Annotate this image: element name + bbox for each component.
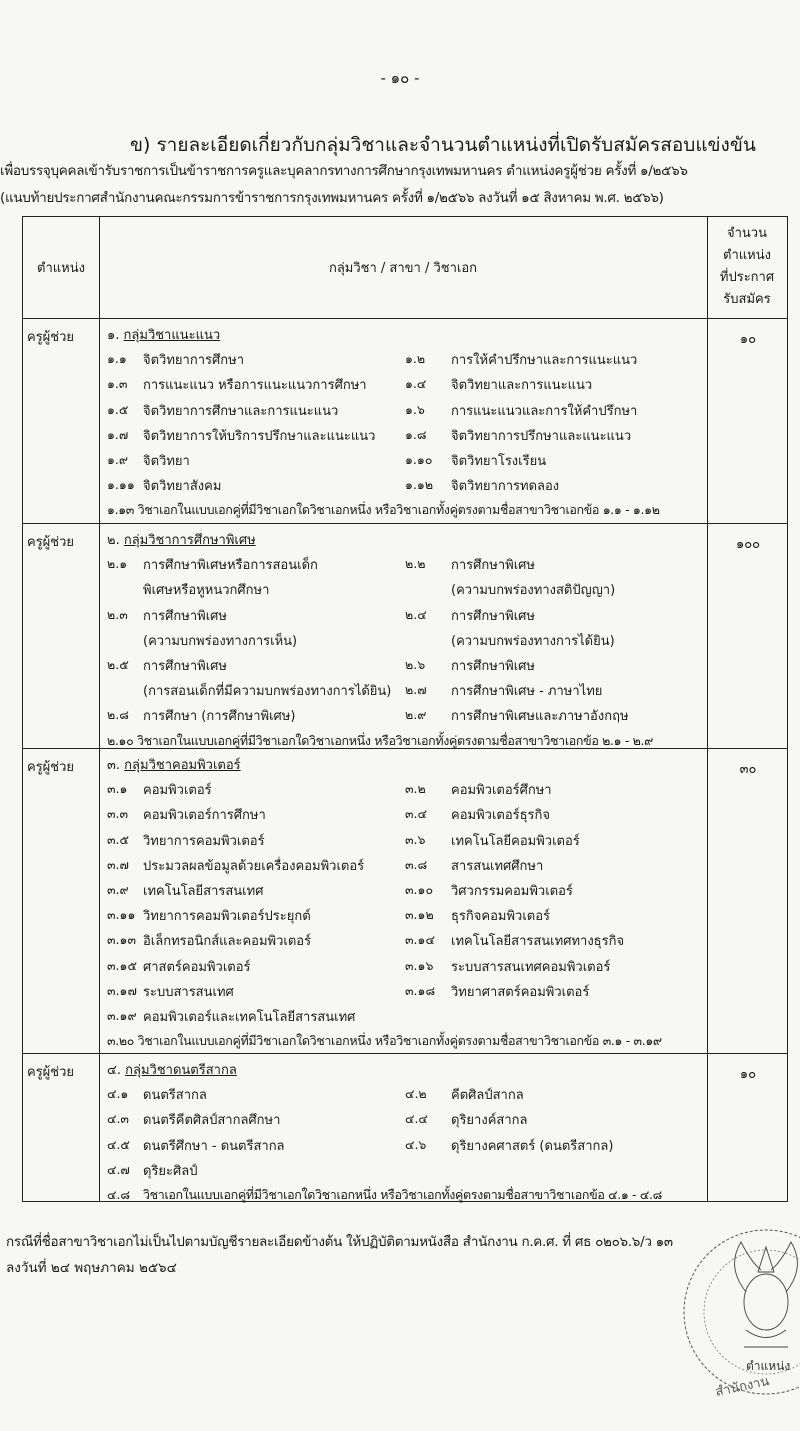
major-name: การศึกษาพิเศษ: [451, 608, 535, 624]
item-number: ๓.๘: [405, 856, 428, 872]
major-name: (การสอนเด็กที่มีความบกพร่องทางการได้ยิน): [143, 684, 392, 700]
major-name: วิศวกรรมคอมพิวเตอร์: [451, 884, 573, 899]
item-number: ๑.๕: [107, 401, 129, 417]
item-number: ๓.๔: [405, 806, 427, 822]
group-heading: [107, 324, 220, 345]
item-number: ๓.๕: [107, 831, 129, 847]
major-name: ธุรกิจคอมพิวเตอร์: [451, 909, 551, 925]
garuda-seal-stamp-icon: [676, 1202, 800, 1402]
major-name: การศึกษาพิเศษ: [143, 659, 227, 674]
position-cell: ครูผู้ช่วย: [27, 760, 75, 775]
group-name: กลุ่มวิชาคอมพิวเตอร์: [124, 758, 241, 773]
item-number: ๓.๑๘: [405, 982, 436, 998]
position-cell: ครูผู้ช่วย: [27, 535, 75, 550]
major-name: จิตวิทยาการทดลอง: [451, 479, 560, 495]
major-name: ระบบสารสนเทศ: [143, 984, 234, 1000]
major-name: การศึกษาพิเศษ - ภาษาไทย: [451, 684, 603, 700]
major-name: ประมวลผลข้อมูลด้วยเครื่องคอมพิวเตอร์: [143, 858, 365, 874]
major-name: เทคโนโลยีสารสนเทศทางธุรกิจ: [451, 934, 625, 950]
major-name: การศึกษาพิเศษ: [143, 608, 227, 624]
document-subtitle-2: (แนบท้ายประกาศสำนักงานคณะกรรมการข้าราชการกรุงเทพมหานคร ครั้งที่ ๑/๒๕๖๖ ลงวันที่ ๑๕ สิงหาคม พ.ศ. ๒๕๖๖): [0, 190, 664, 206]
major-name: เทคโนโลยีสารสนเทศ: [143, 884, 264, 899]
item-number: ๑.๑๐: [405, 452, 433, 467]
major-name: (ความบกพร่องทางการได้ยิน): [451, 633, 615, 649]
group-heading: [107, 1059, 237, 1080]
major-name: การศึกษาพิเศษ: [451, 558, 535, 574]
major-name: สารสนเทศศึกษา: [451, 858, 544, 874]
major-name: คอมพิวเตอร์การศึกษา: [143, 808, 266, 824]
item-number: ๓.๑๕: [107, 957, 137, 973]
item-number: ๑.๗: [107, 426, 129, 442]
group-heading: [107, 754, 241, 775]
item-number: ๒.๓: [107, 606, 128, 622]
item-number: ๓.๑๐: [405, 882, 434, 897]
document-title: ข) รายละเอียดเกี่ยวกับกลุ่มวิชาและจำนวนตำแหน่งที่เปิดรับสมัครสอบแข่งขัน: [130, 134, 756, 156]
item-number: ๓.๑๖: [405, 957, 434, 973]
major-name: อิเล็กทรอนิกส์และคอมพิวเตอร์: [143, 934, 312, 950]
major-name: การศึกษา (การศึกษาพิเศษ): [143, 709, 296, 725]
major-name: คอมพิวเตอร์ศึกษา: [451, 783, 552, 799]
major-name: การศึกษาพิเศษและภาษาอังกฤษ: [451, 709, 629, 725]
row-divider: [23, 1053, 787, 1054]
major-name: ดนตรีคีตศิลป์สากลศึกษา: [143, 1113, 281, 1129]
major-name: จิตวิทยาการให้บริการปรึกษาและแนะแนว: [143, 428, 376, 444]
item-number: ๒.๘: [107, 707, 129, 723]
item-number: ๑.๓: [107, 376, 128, 392]
item-number: ๔.๔: [405, 1111, 428, 1127]
item-number: ๒.๗: [405, 682, 427, 698]
item-number: ๓.๖: [405, 831, 426, 847]
header-count: จำนวน ตำแหน่ง ที่ประกาศ รับสมัคร: [719, 226, 775, 307]
item-number: ๓.๑๔: [405, 932, 435, 948]
major-name: การศึกษาพิเศษหรือการสอนเด็ก: [143, 558, 318, 574]
row-divider: [23, 523, 787, 524]
svg-text:สำนักงาน: สำนักงาน: [714, 1374, 771, 1401]
major-name: การให้คำปรึกษาและการแนะแนว: [451, 353, 638, 369]
footer-note-line-1: กรณีที่ชื่อสาขาวิชาเอกไม่เป็นไปตามบัญชีรายละเอียดข้างต้น ให้ปฏิบัติตามหนังสือ สำนักงาน ก.ค.ศ. ที่ ศธ ๐๒๐๖.๖/ว ๑๓: [6, 1234, 673, 1250]
item-number: ๓.๑๙: [107, 1008, 137, 1023]
header-position: ตำแหน่ง: [37, 261, 85, 276]
major-name: ดุริยางคศาสตร์ (ดนตรีสากล): [451, 1138, 614, 1154]
subject-group-table: [22, 216, 788, 1202]
major-name: จิตวิทยาการศึกษาและการแนะแนว: [143, 403, 339, 419]
major-name: ศาสตร์คอมพิวเตอร์: [143, 959, 251, 975]
item-number: ๓.๑๑: [107, 907, 136, 923]
item-number: ๑.๑: [107, 351, 127, 367]
group-name: กลุ่มวิชาแนะแนว: [123, 328, 221, 343]
item-number: ๑.๑๒: [405, 477, 434, 493]
major-name: วิทยาการคอมพิวเตอร์: [143, 833, 265, 849]
major-name: คอมพิวเตอร์และเทคโนโลยีสารสนเทศ: [143, 1010, 356, 1025]
item-number: ๓.๓: [107, 806, 129, 822]
major-name: จิตวิทยา: [143, 454, 190, 469]
group-number: ๓.: [107, 758, 121, 773]
item-number: ๓.๑๗: [107, 982, 137, 998]
item-number: ๑.๔: [405, 376, 427, 392]
major-name: การแนะแนวและการให้คำปรึกษา: [451, 403, 638, 419]
major-name: จิตวิทยาสังคม: [143, 479, 222, 495]
item-number: ๔.๗: [107, 1161, 130, 1177]
item-number: ๓.๑๒: [405, 907, 434, 923]
page-number: - ๑๐ -: [380, 69, 420, 87]
group-name: กลุ่มวิชาดนตรีสากล: [125, 1063, 237, 1078]
major-name: คอมพิวเตอร์ธุรกิจ: [451, 808, 551, 824]
major-name: (ความบกพร่องทางการเห็น): [143, 633, 298, 649]
position-cell: ครูผู้ช่วย: [27, 1065, 75, 1080]
major-name: จิตวิทยาและการแนะแนว: [451, 378, 593, 394]
item-number: ๓.๑๓: [107, 932, 136, 948]
footer-note-line-2: ลงวันที่ ๒๔ พฤษภาคม ๒๕๖๔: [6, 1260, 177, 1276]
item-number: ๑.๖: [405, 401, 425, 417]
item-number: ๔.๕: [107, 1136, 130, 1152]
document-subtitle-1: เพื่อบรรจุบุคคลเข้ารับราชการเป็นข้าราชการครูและบุคลากรทางการศึกษากรุงเทพมหานคร ตำแหน่งครูผู้ช่วย ครั้งที่ ๑/๒๕๖๖: [0, 163, 688, 179]
major-name: ระบบสารสนเทศคอมพิวเตอร์: [451, 959, 611, 975]
item-number: ๑.๒: [405, 351, 426, 367]
header-divider: [23, 318, 787, 319]
major-name: (ความบกพร่องทางสติปัญญา): [451, 583, 616, 599]
svg-text:ตำแหน่ง: ตำแหน่ง: [746, 1359, 791, 1373]
group-number: ๑.: [107, 328, 120, 343]
item-number: ๔.๑: [107, 1086, 129, 1102]
major-name: วิทยาศาสตร์คอมพิวเตอร์: [451, 984, 590, 1000]
major-name: เทคโนโลยีคอมพิวเตอร์: [451, 833, 580, 849]
group-heading: [107, 529, 256, 550]
major-name: ดนตรีสากล: [143, 1088, 207, 1104]
item-number: ๒.๔: [405, 606, 427, 622]
major-name: ดุริยะศิลป์: [143, 1163, 198, 1179]
double-major-note: วิชาเอกในแบบเอกคู่ที่มีวิชาเอกใดวิชาเอกหนึ่ง หรือวิชาเอกทั้งคู่ตรงตามชื่อสาขาวิชาเอกข้อ ๔.๑ - ๔.๘: [143, 1187, 662, 1202]
group-number: ๔.: [107, 1063, 121, 1078]
position-count: ๑๐: [739, 1067, 757, 1082]
major-name: พิเศษหรือหูหนวกศึกษา: [143, 583, 270, 599]
position-count: ๑๐: [739, 332, 757, 347]
double-major-note: ๓.๒๐ วิชาเอกในแบบเอกคู่ที่มีวิชาเอกใดวิชาเอกหนึ่ง หรือวิชาเอกทั้งคู่ตรงตามชื่อสาขาวิชาเอกข้อ ๓.๑ - ๓.๑๙: [107, 1033, 662, 1049]
item-number: ๔.๘: [107, 1187, 131, 1202]
item-number: ๒.๒: [405, 556, 426, 572]
major-name: คีตศิลป์สากล: [451, 1088, 524, 1104]
item-number: ๔.๓: [107, 1111, 129, 1127]
item-number: ๓.๗: [107, 856, 129, 872]
major-name: การศึกษาพิเศษ: [451, 659, 535, 674]
item-number: ๓.๑: [107, 781, 128, 797]
major-name: ดุริยางค์สากล: [451, 1113, 528, 1129]
major-name: การแนะแนว หรือการแนะแนวการศึกษา: [143, 378, 367, 394]
item-number: ๓.๙: [107, 882, 129, 897]
major-name: จิตวิทยาโรงเรียน: [451, 454, 547, 469]
group-name: กลุ่มวิชาการศึกษาพิเศษ: [123, 533, 256, 548]
major-name: จิตวิทยาการศึกษา: [143, 353, 244, 369]
item-number: ๒.๕: [107, 657, 129, 672]
item-number: ๑.๙: [107, 452, 129, 467]
item-number: ๔.๒: [405, 1086, 427, 1102]
header-subject: กลุ่มวิชา / สาขา / วิชาเอก: [328, 261, 478, 276]
item-number: ๒.๖: [405, 657, 426, 672]
major-name: คอมพิวเตอร์: [143, 783, 212, 799]
group-number: ๒.: [107, 533, 120, 548]
double-major-note: ๒.๑๐ วิชาเอกในแบบเอกคู่ที่มีวิชาเอกใดวิชาเอกหนึ่ง หรือวิชาเอกทั้งคู่ตรงตามชื่อสาขาวิชาเอกข้อ ๒.๑ - ๒.๙: [107, 732, 653, 748]
position-cell: ครูผู้ช่วย: [27, 330, 75, 345]
item-number: ๔.๖: [405, 1136, 427, 1152]
major-name: ดนตรีศึกษา - ดนตรีสากล: [143, 1138, 285, 1154]
double-major-note: ๑.๑๓ วิชาเอกในแบบเอกคู่ที่มีวิชาเอกใดวิชาเอกหนึ่ง หรือวิชาเอกทั้งคู่ตรงตามชื่อสาขาวิชาเอกข้อ ๑.๑ - ๑.๑๒: [107, 502, 660, 518]
position-count: ๓๐: [739, 762, 757, 777]
major-name: วิทยาการคอมพิวเตอร์ประยุกต์: [143, 909, 311, 925]
position-count: ๑๐๐: [735, 537, 761, 552]
item-number: ๒.๑: [107, 556, 128, 572]
item-number: ๑.๑๑: [107, 477, 135, 493]
item-number: ๑.๘: [405, 426, 427, 442]
item-number: ๒.๙: [405, 707, 427, 723]
major-name: จิตวิทยาการปรึกษาและแนะแนว: [451, 428, 632, 444]
item-number: ๓.๒: [405, 781, 426, 797]
